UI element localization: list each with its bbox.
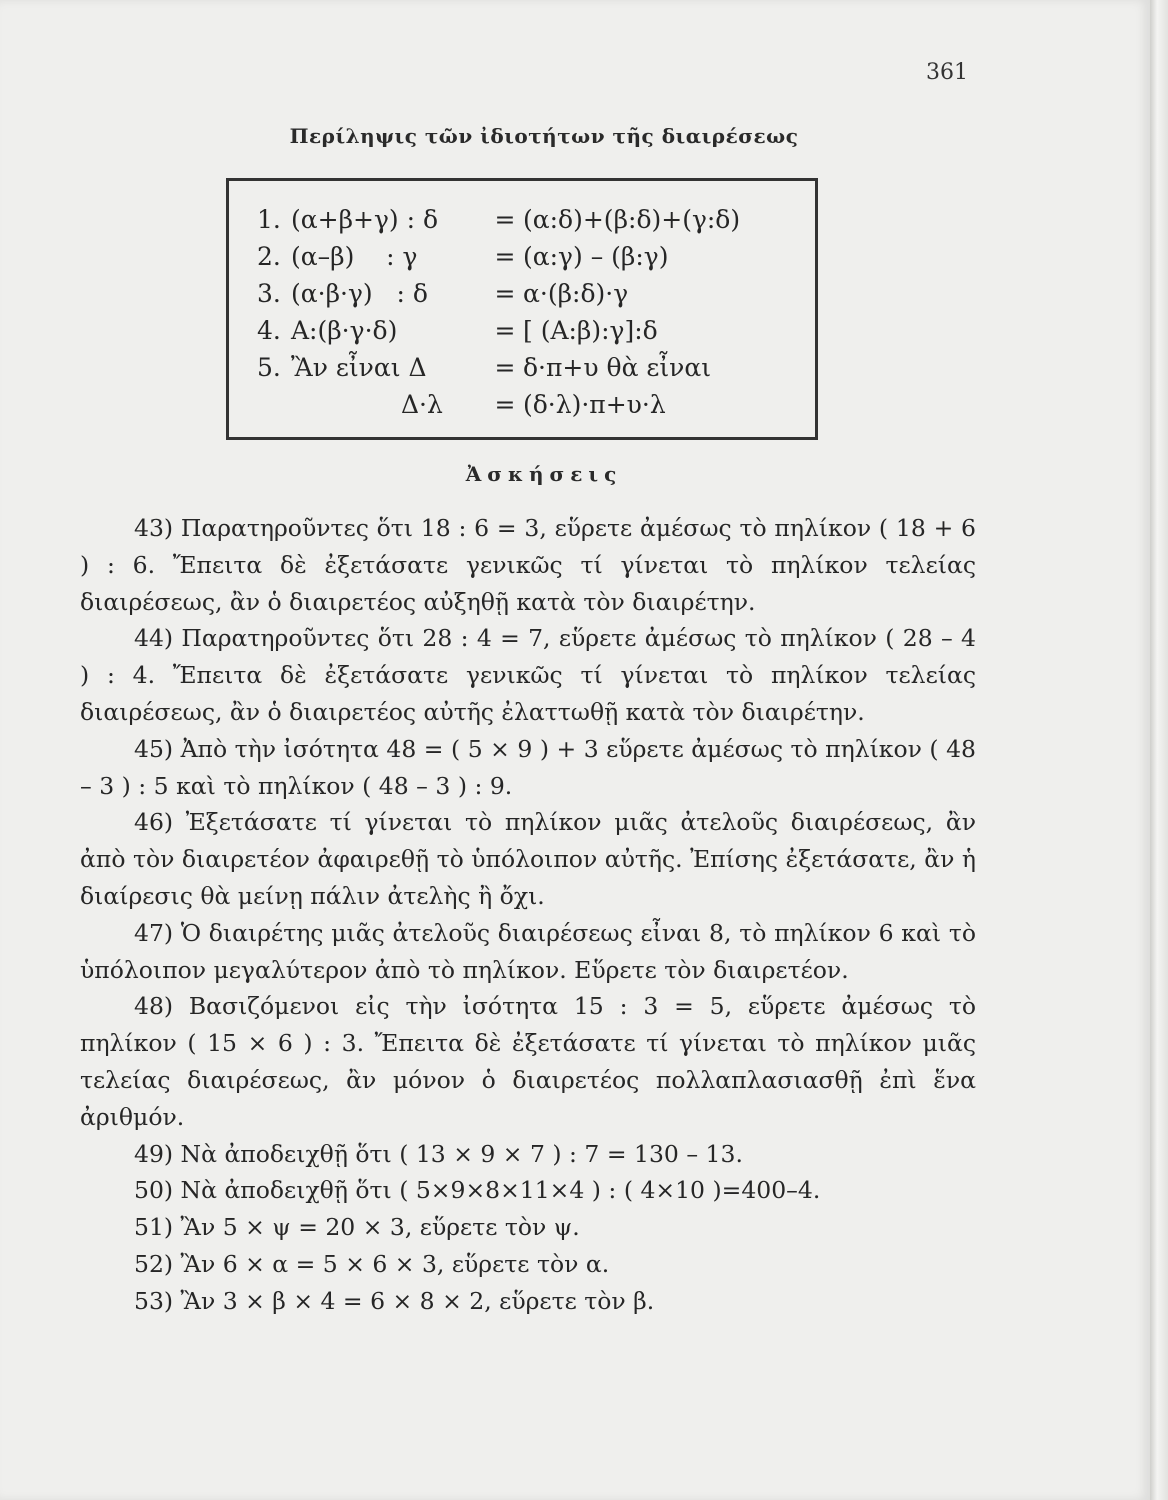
formula-rhs: (α:γ) – (β:γ) — [523, 242, 669, 271]
formula-number: 3. — [257, 279, 281, 308]
exercise-item: 46) Ἐξετάσατε τί γίνεται τὸ πηλίκον μιᾶς ἀτελοῦς διαιρέσεως, ἂν ἀπὸ τὸν διαιρετέον ἀφαιρεθῇ τὸ ὑπόλοιπον αὐτῆς. Ἐπίσης ἐξετάσατε, ἂν ἡ διαίρεσις θὰ μείνῃ πάλιν ἀτελὴς ἢ ὄχι. — [80, 808, 976, 910]
page-number: 361 — [926, 60, 968, 85]
formula-rhs: [ (A:β):γ]:δ — [523, 316, 658, 345]
exercise-item: 53) Ἂν 3 × β × 4 = 6 × 8 × 2, εὕρετε τὸν β. — [134, 1286, 655, 1315]
exercise-item: 49) Νὰ ἀποδειχθῇ ὅτι ( 13 × 9 × 7 ) : 7 = 130 – 13. — [134, 1139, 743, 1168]
exercise-item: 45) Ἀπὸ τὴν ἰσότητα 48 = ( 5 × 9 ) + 3 εὕρετε ἀμέσως τὸ πηλίκον ( 48 – 3 ) : 5 καὶ τὸ πηλίκον ( 48 – 3 ) : 9. — [80, 734, 976, 800]
formula-lhs: (α–β) : γ — [291, 242, 418, 271]
formula-equals: = — [494, 205, 516, 234]
formula-number: 1. — [257, 205, 281, 234]
formula-equals: = — [494, 279, 516, 308]
formula-lhs: (α+β+γ) : δ — [291, 205, 439, 234]
formula-box — [226, 178, 818, 440]
exercise-item: 44) Παρατηροῦντες ὅτι 28 : 4 = 7, εὕρετε ἀμέσως τὸ πηλίκον ( 28 – 4 ) : 4. Ἔπειτα δὲ ἐξετάσατε γενικῶς τί γίνεται τὸ πηλίκον τελείας διαιρέσεως, ἂν ὁ διαιρετέος αὐτῆς ἐλαττωθῇ κατὰ τὸν διαιρέτην. — [80, 624, 976, 726]
formula-rhs: (δ·λ)·π+υ·λ — [523, 390, 666, 419]
formula-row — [257, 349, 815, 386]
formula-row — [257, 201, 815, 238]
formula-rhs: δ·π+υ θὰ εἶναι — [523, 353, 712, 382]
formula-rhs: α·(β:δ)·γ — [523, 279, 629, 308]
formula-number: 2. — [257, 242, 281, 271]
formula-equals: = — [494, 353, 516, 382]
formula-lhs: Δ·λ — [401, 390, 443, 419]
exercise-item: 52) Ἂν 6 × α = 5 × 6 × 3, εὕρετε τὸν α. — [134, 1249, 610, 1278]
formula-rhs: (α:δ)+(β:δ)+(γ:δ) — [523, 205, 741, 234]
summary-title: Περίληψις τῶν ἰδιοτήτων τῆς διαιρέσεως — [289, 124, 799, 148]
formula-row — [257, 275, 815, 312]
formula-lhs: (α·β·γ) : δ — [291, 279, 428, 308]
formula-number: 5. — [257, 353, 281, 382]
formula-equals: = — [494, 242, 516, 271]
page-edge — [1150, 0, 1168, 1500]
exercise-item: 47) Ὁ διαιρέτης μιᾶς ἀτελοῦς διαιρέσεως εἶναι 8, τὸ πηλίκον 6 καὶ τὸ ὑπόλοιπον μεγαλύτερον ἀπὸ τὸ πηλίκον. Εὕρετε τὸν διαιρετέον. — [80, 918, 976, 984]
exercise-item: 50) Νὰ ἀποδειχθῇ ὅτι ( 5×9×8×11×4 ) : ( 4×10 )=400–4. — [134, 1176, 821, 1205]
formula-equals: = — [494, 316, 516, 345]
exercises-title: Ἀσκήσεις — [465, 462, 623, 486]
formula-row — [257, 312, 815, 349]
formula-row — [257, 386, 815, 423]
exercise-item: 48) Βασιζόμενοι εἰς τὴν ἰσότητα 15 : 3 = 5, εὕρετε ἀμέσως τὸ πηλίκον ( 15 × 6 ) : 3. Ἔπειτα δὲ ἐξετάσατε τί γίνεται τὸ πηλίκον μιᾶς τελείας διαιρέσεως, ἂν μόνον ὁ διαιρετέος πολλαπλασιασθῇ ἐπὶ ἕνα ἀριθμόν. — [80, 992, 976, 1131]
exercises-list — [80, 510, 976, 1320]
formula-lhs: A:(β·γ·δ) — [291, 316, 398, 345]
exercise-item: 43) Παρατηροῦντες ὅτι 18 : 6 = 3, εὕρετε ἀμέσως τὸ πηλίκον ( 18 + 6 ) : 6. Ἔπειτα δὲ ἐξετάσατε γενικῶς τί γίνεται τὸ πηλίκον τελείας διαιρέσεως, ἂν ὁ διαιρετέος αὐξηθῇ κατὰ τὸν διαιρέτην. — [80, 514, 976, 616]
formula-row — [257, 238, 815, 275]
formula-lhs: Ἂν εἶναι Δ — [291, 353, 427, 382]
exercise-item: 51) Ἂν 5 × ψ = 20 × 3, εὕρετε τὸν ψ. — [134, 1213, 580, 1242]
formula-equals: = — [494, 390, 516, 419]
formula-number: 4. — [257, 316, 281, 345]
